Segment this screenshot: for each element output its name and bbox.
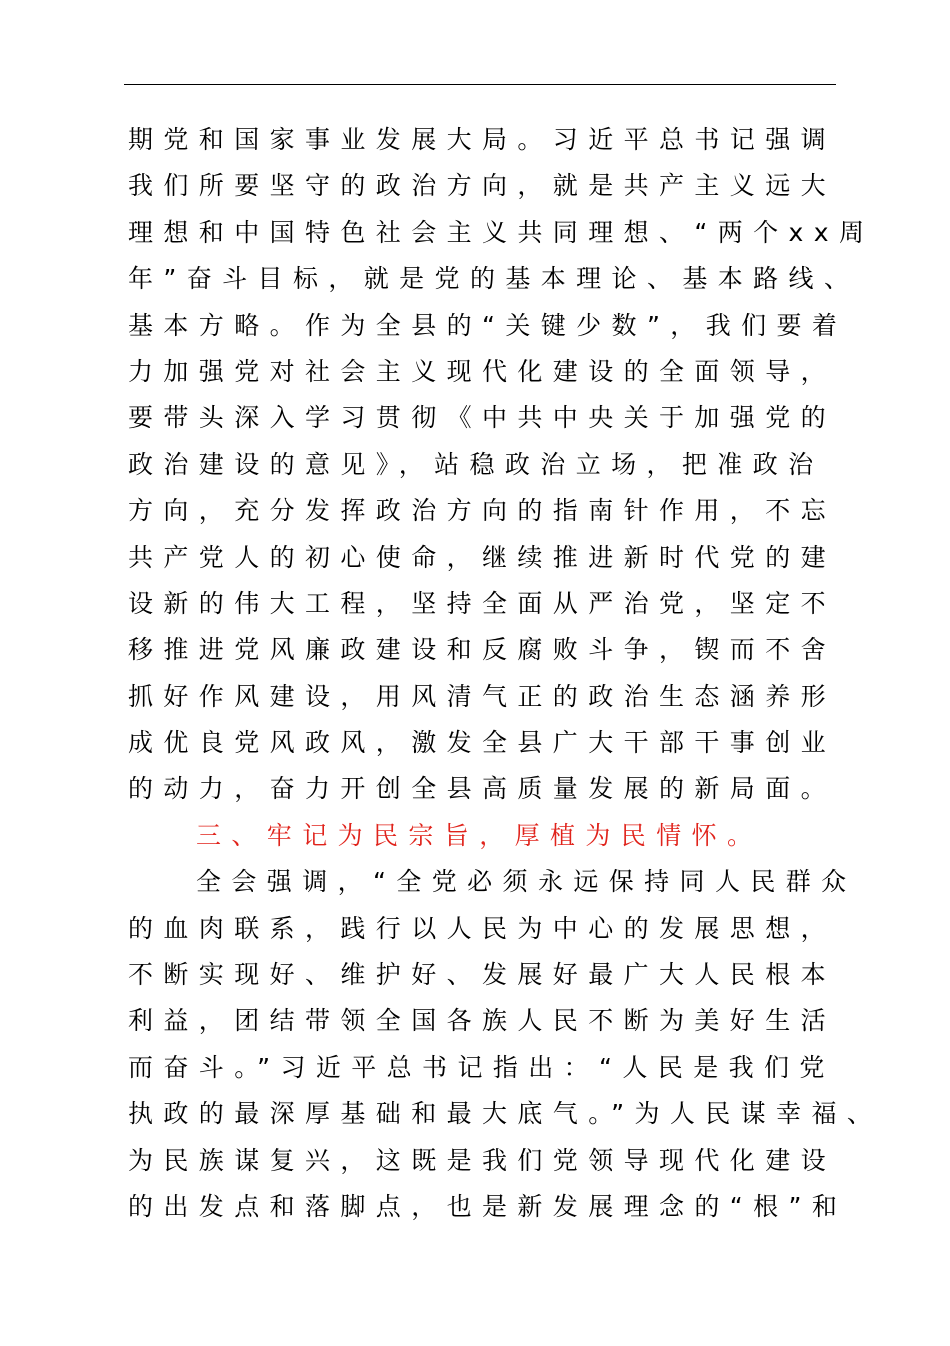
paragraph-line: 力加强党对社会主义现代化建设的全面领导， — [128, 356, 837, 386]
paragraph-line: 理想和中国特色社会主义共同理想、“两个xx周 — [128, 217, 875, 247]
paragraph-line: 我们所要坚守的政治方向，就是共产主义远大 — [128, 171, 837, 201]
paragraph-line: 年”奋斗目标，就是党的基本理论、基本路线、 — [128, 264, 860, 294]
paragraph-line: 而奋斗。”习近平总书记指出：“人民是我们党 — [128, 1052, 835, 1082]
paragraph-line: 的出发点和落脚点，也是新发展理念的“根”和 — [128, 1191, 848, 1221]
paragraph-line: 的血肉联系，践行以人民为中心的发展思想， — [128, 913, 837, 943]
paragraph-line: 移推进党风廉政建设和反腐败斗争，锲而不舍 — [128, 635, 837, 665]
paragraph-line: 方向，充分发挥政治方向的指南针作用，不忘 — [128, 496, 837, 526]
header-rule — [124, 84, 836, 85]
paragraph-line: 政治建设的意见》，站稳政治立场，把准政治 — [128, 449, 824, 479]
paragraph-line: 成优良党风政风，激发全县广大干部干事创业 — [128, 728, 837, 758]
paragraph-line: 抓好作风建设，用风清气正的政治生态涵养形 — [128, 681, 837, 711]
paragraph-line: 基本方略。作为全县的“关键少数”，我们要着 — [128, 310, 848, 340]
paragraph-line: 利益，团结带领全国各族人民不断为美好生活 — [128, 1006, 837, 1036]
paragraph-line: 执政的最深厚基础和最大底气。”为人民谋幸福、 — [128, 1099, 883, 1129]
paragraph-line: 全会强调，“全党必须永远保持同人民群众 — [196, 867, 857, 897]
paragraph-line: 的动力，奋力开创全县高质量发展的新局面。 — [128, 774, 837, 804]
section-heading: 三、牢记为民宗旨，厚植为民情怀。 — [196, 820, 763, 850]
paragraph-line: 共产党人的初心使命，继续推进新时代党的建 — [128, 542, 837, 572]
paragraph-line: 期党和国家事业发展大局。习近平总书记强调 — [128, 125, 837, 154]
paragraph-line: 设新的伟大工程，坚持全面从严治党，坚定不 — [128, 588, 837, 618]
paragraph-line: 不断实现好、维护好、发展好最广大人民根本 — [128, 960, 837, 990]
paragraph-line: 要带头深入学习贯彻《中共中央关于加强党的 — [128, 403, 837, 433]
paragraph-line: 为民族谋复兴，这既是我们党领导现代化建设 — [128, 1145, 837, 1175]
document-body — [128, 117, 883, 1230]
